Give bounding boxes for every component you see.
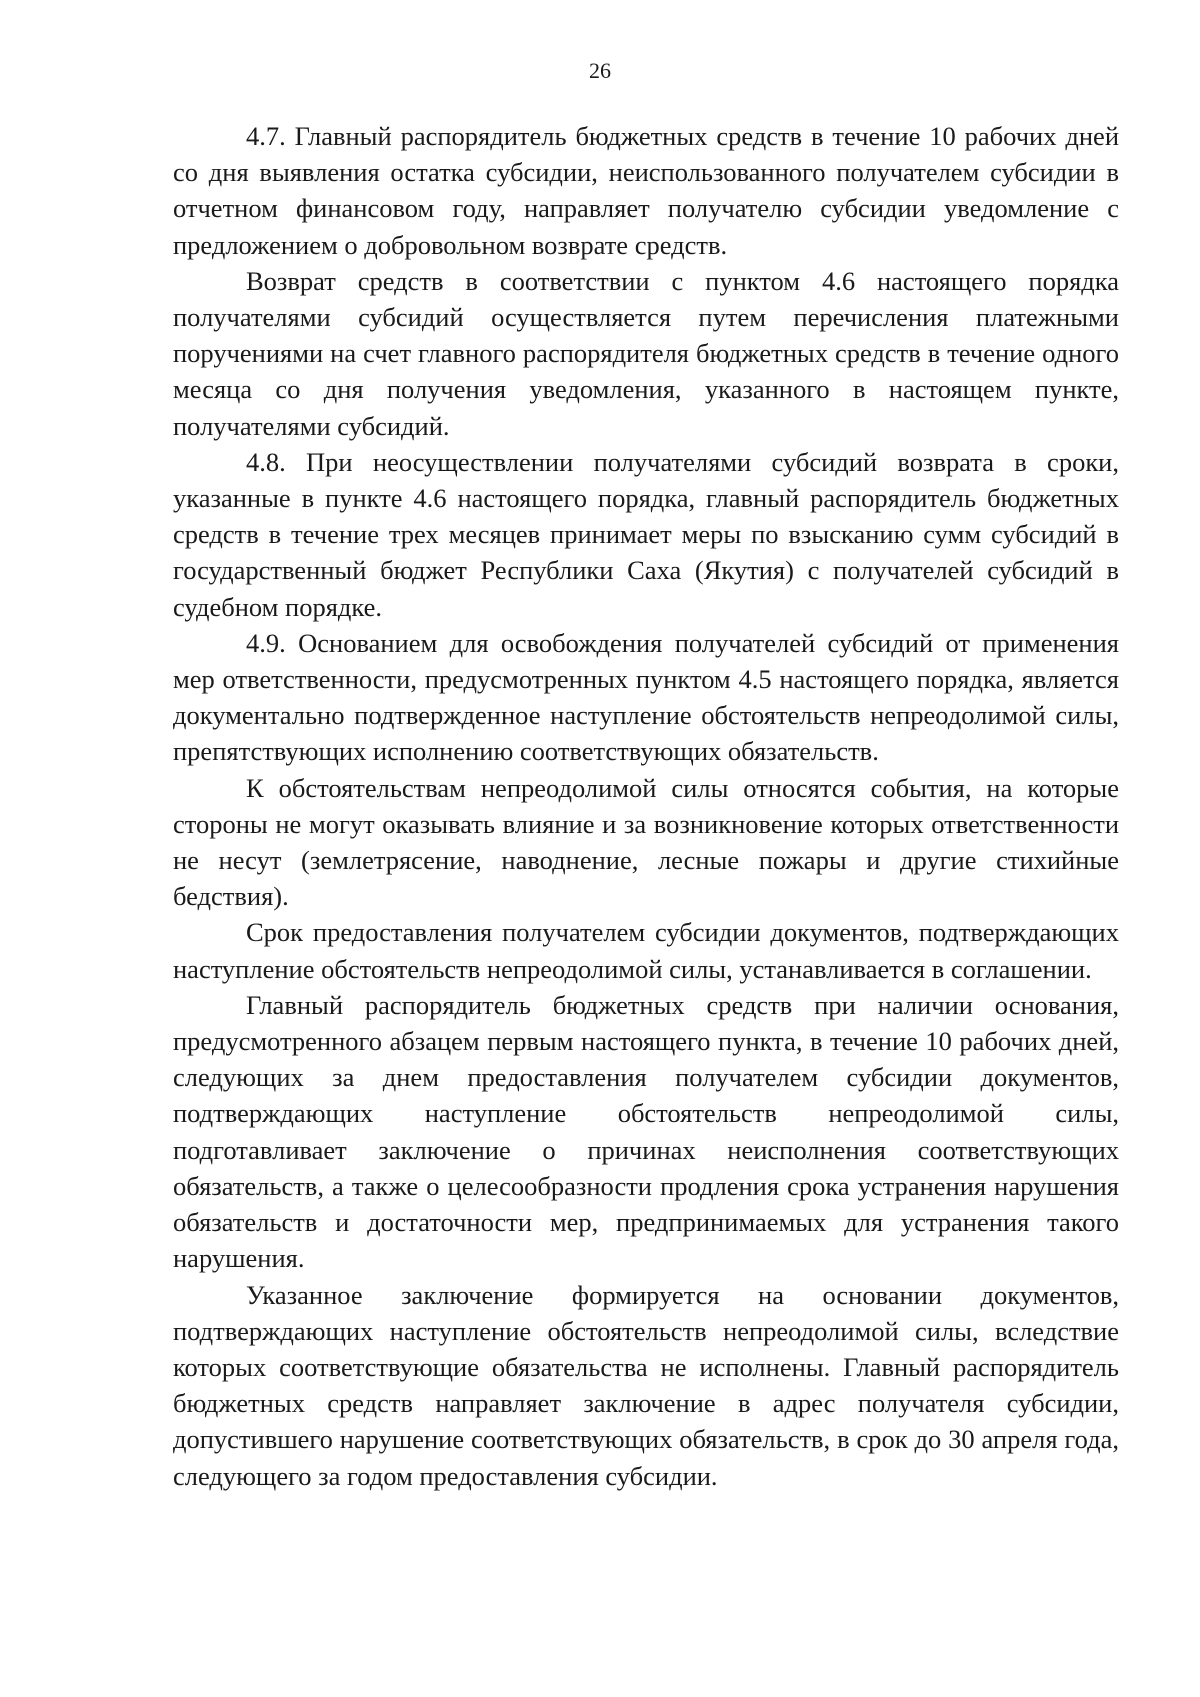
paragraph-refund-procedure: Возврат средств в соответствии с пунктом 4.6 настоящего порядка получателями субсидий осуществляется путем перечисления платежными поручениями на счет главного распорядителя бюджетных средств в течение одного месяца со дня получения уведомления, указанного в настоящем пункте, получателями субсидий.	[173, 265, 1119, 441]
page-number: 26	[589, 58, 611, 83]
paragraph-conclusion-delivery: Указанное заключение формируется на основании документов, подтверждающих наступление обстоятельств непреодолимой силы, вследствие которых соответствующие обязательства не исполнены. Главный распорядитель бюджетных средств направляет заключение в адрес получателя субсидии, допустившего нарушение соответствующих обязательств, в срок до 30 апреля года, следующего за годом предоставления субсидии.	[173, 1279, 1119, 1491]
paragraph-4-8: 4.8. При неосуществлении получателями субсидий возврата в сроки, указанные в пункте 4.6 настоящего порядка, главный распорядитель бюджетных средств в течение трех месяцев принимает меры по взысканию сумм субсидий в государственный бюджет Республики Саха (Якутия) с получателей субсидий в судебном порядке.	[173, 446, 1119, 622]
document-body	[173, 118, 1119, 1494]
paragraph-force-majeure-definition: К обстоятельствам непреодолимой силы относятся события, на которые стороны не могут оказывать влияние и за возникновение которых ответственности не несут (землетрясение, наводнение, лесные пожары и другие стихийные бедствия).	[173, 772, 1119, 912]
paragraph-4-9: 4.9. Основанием для освобождения получателей субсидий от применения мер ответственности, предусмотренных пунктом 4.5 настоящего порядка, является документально подтвержденное наступление обстоятельств непреодолимой силы, препятствующих исполнению соответствующих обязательств.	[173, 627, 1119, 767]
paragraph-4-7: 4.7. Главный распорядитель бюджетных средств в течение 10 рабочих дней со дня выявления остатка субсидии, неиспользованного получателем субсидии в отчетном финансовом году, направляет получателю субсидии уведомление с предложением о добровольном возврате средств.	[173, 121, 1119, 260]
paragraph-conclusion-preparation: Главный распорядитель бюджетных средств при наличии основания, предусмотренного абзацем первым настоящего пункта, в течение 10 рабочих дней, следующих за днем предоставления получателем субсидии документов, подтверждающих наступление обстоятельств непреодолимой силы, подготавливает заключение о причинах неисполнения соответствующих обязательств, а также о целесообразности продления срока устранения нарушения обязательств и достаточности мер, предпринимаемых для устранения такого нарушения.	[173, 989, 1119, 1274]
paragraph-documents-deadline: Срок предоставления получателем субсидии документов, подтверждающих наступление обстоятельств непреодолимой силы, устанавливается в соглашении.	[173, 917, 1119, 984]
